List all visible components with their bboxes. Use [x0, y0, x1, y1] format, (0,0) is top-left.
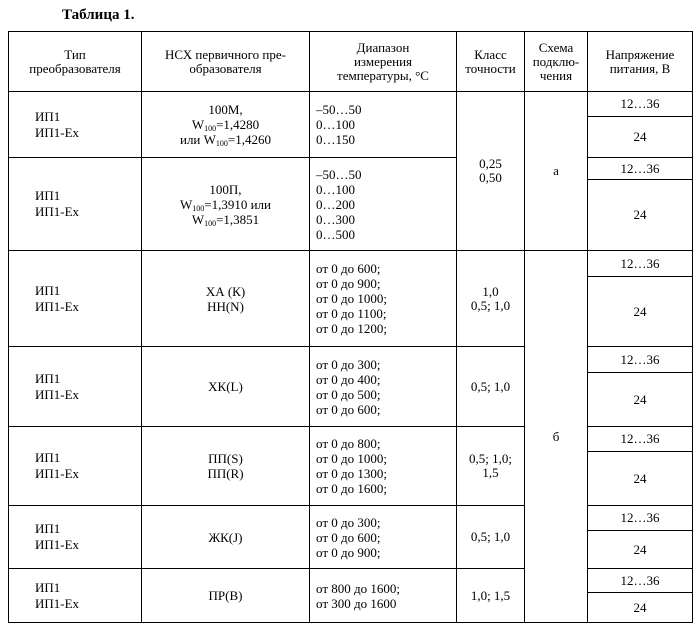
nsx-cell: ХК(L)	[142, 347, 310, 427]
nsx-cell: ПП(S) ПП(R)	[142, 427, 310, 506]
accuracy-cell: 1,0 0,5; 1,0	[457, 251, 525, 347]
type-cell: ИП1 ИП1-Ех	[9, 158, 142, 251]
header-accuracy: Класс точности	[457, 32, 525, 92]
range-cell: от 0 до 800; от 0 до 1000; от 0 до 1300; от 0 до 1600;	[310, 427, 457, 506]
table-row	[9, 569, 693, 593]
voltage-bottom-cell: 24	[588, 593, 693, 623]
table-row	[9, 158, 693, 180]
voltage-bottom-cell: 24	[588, 117, 693, 158]
header-type: Тип преобразователя	[9, 32, 142, 92]
voltage-top-cell: 12…36	[588, 158, 693, 180]
accuracy-cell: 1,0; 1,5	[457, 569, 525, 623]
voltage-bottom-cell: 24	[588, 452, 693, 506]
type-cell: ИП1 ИП1-Ех	[9, 506, 142, 569]
header-nsx: НСХ первичного пре- образователя	[142, 32, 310, 92]
type-cell: ИП1 ИП1-Ех	[9, 251, 142, 347]
voltage-bottom-cell: 24	[588, 373, 693, 427]
specs-table	[8, 31, 693, 623]
voltage-top-cell: 12…36	[588, 506, 693, 531]
voltage-top-cell: 12…36	[588, 251, 693, 277]
range-cell: от 0 до 600; от 0 до 900; от 0 до 1000; от 0 до 1100; от 0 до 1200;	[310, 251, 457, 347]
range-cell: от 0 до 300; от 0 до 400; от 0 до 500; от 0 до 600;	[310, 347, 457, 427]
scheme-cell-a: а	[525, 92, 588, 251]
range-cell: –50…50 0…100 0…150	[310, 92, 457, 158]
accuracy-cell: 0,5; 1,0	[457, 506, 525, 569]
table-row	[9, 506, 693, 531]
nsx-cell: ПР(В)	[142, 569, 310, 623]
table-caption: Таблица 1.	[62, 7, 135, 23]
nsx-cell: ХА (К) НН(N)	[142, 251, 310, 347]
table-row	[9, 251, 693, 277]
voltage-bottom-cell: 24	[588, 277, 693, 347]
voltage-bottom-cell: 24	[588, 180, 693, 251]
header-scheme: Схема подклю- чения	[525, 32, 588, 92]
type-cell: ИП1 ИП1-Ех	[9, 92, 142, 158]
voltage-top-cell: 12…36	[588, 569, 693, 593]
voltage-top-cell: 12…36	[588, 347, 693, 373]
type-cell: ИП1 ИП1-Ех	[9, 569, 142, 623]
voltage-top-cell: 12…36	[588, 92, 693, 117]
nsx-cell: ЖК(J)	[142, 506, 310, 569]
voltage-top-cell: 12…36	[588, 427, 693, 452]
voltage-bottom-cell: 24	[588, 531, 693, 569]
range-cell: –50…50 0…100 0…200 0…300 0…500	[310, 158, 457, 251]
header-range: Диапазон измерения температуры, °С	[310, 32, 457, 92]
range-cell: от 0 до 300; от 0 до 600; от 0 до 900;	[310, 506, 457, 569]
accuracy-cell: 0,5; 1,0; 1,5	[457, 427, 525, 506]
header-voltage: Напряжение питания, В	[588, 32, 693, 92]
type-cell: ИП1 ИП1-Ех	[9, 427, 142, 506]
table-row	[9, 427, 693, 452]
scheme-cell-b: б	[525, 251, 588, 623]
nsx-cell: 100М, $W_{100}=1,4280$ или $W_{100}=1,4260$	[142, 92, 310, 158]
type-cell: ИП1 ИП1-Ех	[9, 347, 142, 427]
range-cell: от 800 до 1600; от 300 до 1600	[310, 569, 457, 623]
accuracy-cell-rtd: 0,25 0,50	[457, 92, 525, 251]
header-row	[9, 32, 693, 92]
table-row	[9, 347, 693, 373]
table-row	[9, 92, 693, 117]
accuracy-cell: 0,5; 1,0	[457, 347, 525, 427]
nsx-cell: 100П, $W_{100}=1,3910$ или $W_{100}=1,3851$	[142, 158, 310, 251]
